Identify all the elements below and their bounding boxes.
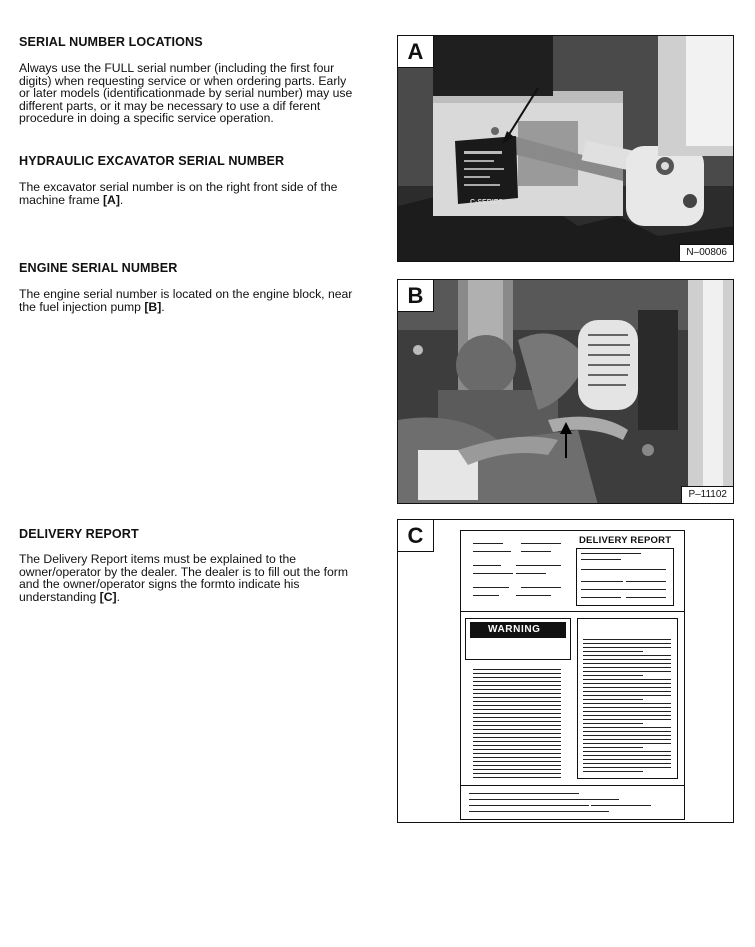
form-line xyxy=(583,699,643,700)
form-line xyxy=(583,723,643,724)
form-line xyxy=(583,731,671,732)
delivery-report-body: The Delivery Report items must be explained to the owner/operator by the dealer. The dealer is to fill out the form and the owner/operator signs the formto indicate his understanding [C]. xyxy=(19,552,349,604)
delivery-report-heading: DELIVERY REPORT xyxy=(19,527,139,541)
plate-series-text: C-SERIES xyxy=(470,199,504,206)
doc-divider-top xyxy=(461,611,684,612)
form-line xyxy=(583,687,671,688)
form-line xyxy=(583,707,671,708)
form-line xyxy=(583,651,643,652)
form-line xyxy=(473,765,561,766)
form-line xyxy=(581,597,621,598)
form-line xyxy=(469,799,619,800)
excavator-serial-body: The excavator serial number is on the right front side of the machine frame [A]. xyxy=(19,180,338,207)
form-line xyxy=(581,553,641,554)
form-line xyxy=(473,717,561,718)
form-line xyxy=(626,581,666,582)
form-line xyxy=(469,811,609,812)
serial-locations-heading: SERIAL NUMBER LOCATIONS xyxy=(19,35,203,49)
figure-a-photo-illustration xyxy=(398,36,734,262)
form-line xyxy=(473,737,561,738)
form-line xyxy=(516,595,551,596)
form-line xyxy=(583,755,671,756)
doc-divider-bottom xyxy=(461,785,684,786)
form-line xyxy=(516,565,561,566)
engine-serial-body: The engine serial number is located on the engine block, near the fuel injection pump [B]. xyxy=(19,287,353,314)
excavator-serial-heading: HYDRAULIC EXCAVATOR SERIAL NUMBER xyxy=(19,154,285,168)
form-line xyxy=(583,743,671,744)
form-line xyxy=(521,551,551,552)
form-line xyxy=(583,663,671,664)
form-line xyxy=(473,573,513,574)
form-line xyxy=(473,741,561,742)
form-line xyxy=(473,693,561,694)
figure-a-code: N–00806 xyxy=(679,244,733,261)
figure-c-letter: C xyxy=(398,520,434,552)
serial-locations-body: Always use the FULL serial number (including the first four digits) when requesting service or when ordering parts. Early or later models (identificationmade by serial number) may use different parts, or it may be necessary to use a dif ferent procedure in doing a specific service operation. xyxy=(19,61,353,126)
form-line xyxy=(473,673,561,674)
form-line xyxy=(583,655,671,656)
form-line xyxy=(473,713,561,714)
engine-serial-ref: [B] xyxy=(144,299,162,314)
delivery-report-text: The Delivery Report items must be explained to the owner/operator by the dealer. The dealer is to fill out the form and the owner/operator signs the formto indicate his understanding xyxy=(19,552,349,604)
form-line xyxy=(581,581,623,582)
form-line xyxy=(583,679,671,680)
form-line xyxy=(583,771,643,772)
form-line xyxy=(473,733,561,734)
form-line xyxy=(583,719,671,720)
form-line xyxy=(583,751,671,752)
form-line xyxy=(583,695,671,696)
form-line xyxy=(473,773,561,774)
form-line xyxy=(473,697,561,698)
figure-a-letter: A xyxy=(398,36,434,68)
delivery-report-document xyxy=(460,530,685,820)
form-line xyxy=(473,689,561,690)
form-line xyxy=(583,667,671,668)
form-line xyxy=(473,565,501,566)
form-line xyxy=(473,745,561,746)
form-line xyxy=(583,647,671,648)
warning-box xyxy=(465,618,571,660)
form-line xyxy=(473,729,561,730)
form-line xyxy=(473,753,561,754)
form-line xyxy=(473,551,511,552)
form-line xyxy=(473,749,561,750)
form-line xyxy=(583,711,671,712)
form-line xyxy=(473,681,561,682)
figure-b-photo-illustration xyxy=(398,280,734,504)
form-line xyxy=(583,735,671,736)
delivery-report-ref: [C] xyxy=(99,589,117,604)
warning-label: WARNING xyxy=(470,622,566,638)
form-line xyxy=(473,757,561,758)
engine-serial-text: The engine serial number is located on the engine block, near the fuel injection pump xyxy=(19,287,353,314)
form-line xyxy=(583,715,671,716)
form-line xyxy=(516,573,546,574)
excavator-serial-text: The excavator serial number is on the right front side of the machine frame xyxy=(19,180,338,207)
form-line xyxy=(521,543,561,544)
form-line xyxy=(583,739,671,740)
form-line xyxy=(583,727,671,728)
form-line xyxy=(473,725,561,726)
form-line xyxy=(583,671,671,672)
figure-b-code: P–11102 xyxy=(681,486,733,503)
form-line xyxy=(591,805,651,806)
form-line xyxy=(473,761,561,762)
figure-b-engine-photo xyxy=(397,279,734,504)
form-line xyxy=(473,705,561,706)
form-line xyxy=(583,747,643,748)
form-line xyxy=(473,669,561,670)
form-line xyxy=(583,763,671,764)
form-line xyxy=(473,677,561,678)
form-line xyxy=(473,595,499,596)
form-line xyxy=(583,703,671,704)
form-line xyxy=(473,543,503,544)
figure-c-delivery-report-form xyxy=(397,519,734,823)
form-line xyxy=(469,805,589,806)
form-line xyxy=(626,589,666,590)
form-line xyxy=(473,685,561,686)
form-line xyxy=(469,793,579,794)
form-line xyxy=(473,709,561,710)
form-line xyxy=(473,721,561,722)
engine-serial-heading: ENGINE SERIAL NUMBER xyxy=(19,261,178,275)
form-line xyxy=(583,639,671,640)
form-line xyxy=(521,587,561,588)
form-line xyxy=(473,587,509,588)
form-line xyxy=(611,569,666,570)
form-line xyxy=(583,643,671,644)
form-line xyxy=(583,683,671,684)
form-line xyxy=(583,691,671,692)
form-line xyxy=(581,559,621,560)
delivery-report-form-title: DELIVERY REPORT xyxy=(579,535,672,546)
figure-b-letter: B xyxy=(398,280,434,312)
form-line xyxy=(583,675,643,676)
excavator-serial-ref: [A] xyxy=(103,192,120,207)
form-line xyxy=(583,659,671,660)
form-line xyxy=(473,777,561,778)
form-line xyxy=(583,767,671,768)
form-line xyxy=(583,759,671,760)
figure-a-serial-plate-photo xyxy=(397,35,734,262)
form-line xyxy=(473,701,561,702)
form-line xyxy=(473,769,561,770)
form-line xyxy=(626,597,666,598)
